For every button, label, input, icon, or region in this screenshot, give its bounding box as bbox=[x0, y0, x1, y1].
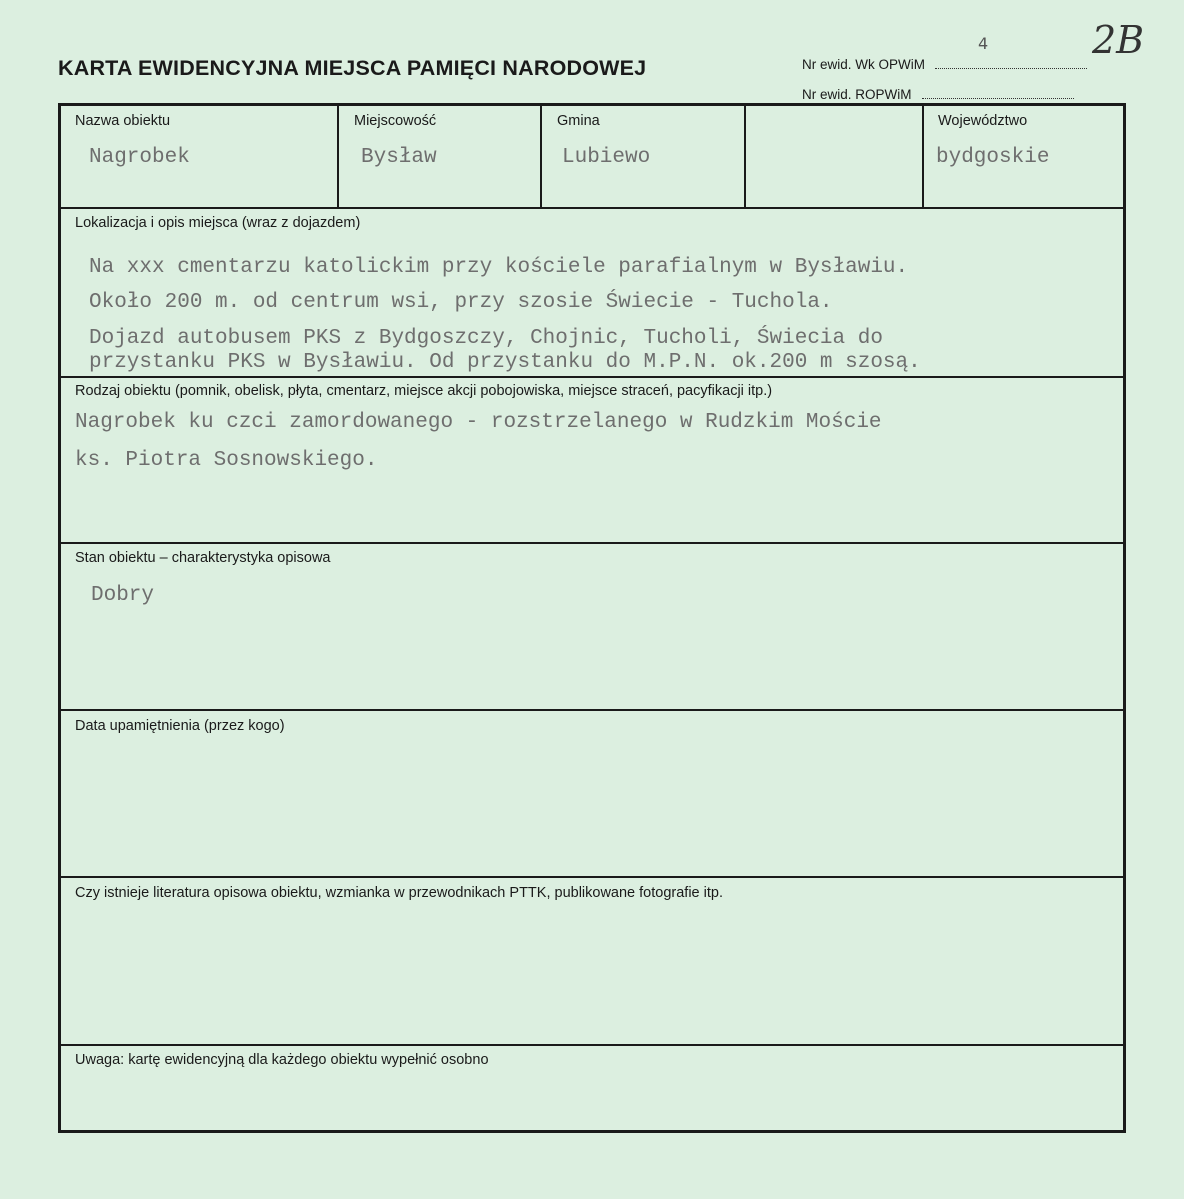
lokalizacja-line: Około 200 m. od centrum wsi, przy szosie Świecie - Tuchola. bbox=[89, 291, 833, 314]
stan-value: Dobry bbox=[91, 584, 155, 607]
literatura-label: Czy istnieje literatura opisowa obiektu, wzmianka w przewodnikach PTTK, publikowane fotografie itp. bbox=[75, 885, 723, 901]
nr-ropwim-label: Nr ewid. ROPWiM bbox=[802, 87, 912, 102]
lokalizacja-line: Na xxx cmentarzu katolickim przy kościele parafialnym w Bysławiu. bbox=[89, 256, 909, 279]
wojewodztwo-label: Województwo bbox=[938, 113, 1028, 129]
divider bbox=[922, 106, 924, 209]
rodzaj-line: Nagrobek ku czci zamordowanego - rozstrzelanego w Rudzkim Moście bbox=[75, 411, 882, 434]
nr-wk-label: Nr ewid. Wk OPWiM bbox=[802, 57, 925, 72]
stan-label: Stan obiektu – charakterystyka opisowa bbox=[75, 550, 331, 566]
nr-wk-handwritten-value: 4 bbox=[978, 34, 989, 53]
form-frame bbox=[58, 103, 1126, 1133]
divider bbox=[61, 709, 1123, 711]
lokalizacja-line: przystanku PKS w Bysławiu. Od przystanku do M.P.N. ok.200 m szosą. bbox=[89, 351, 921, 373]
rodzaj-line: ks. Piotra Sosnowskiego. bbox=[75, 449, 378, 472]
card-title: KARTA EWIDENCYJNA MIEJSCA PAMIĘCI NARODOWEJ bbox=[58, 56, 647, 80]
divider bbox=[61, 376, 1123, 378]
rodzaj-label: Rodzaj obiektu (pomnik, obelisk, płyta, cmentarz, miejsce akcji pobojowiska, miejsce straceń, pacyfikacji itp.) bbox=[75, 383, 773, 399]
divider bbox=[744, 106, 746, 209]
divider bbox=[337, 106, 339, 209]
uwaga-label: Uwaga: kartę ewidencyjną dla każdego obiektu wypełnić osobno bbox=[75, 1052, 489, 1068]
divider bbox=[61, 542, 1123, 544]
nr-ropwim-dotted-line bbox=[922, 88, 1074, 99]
divider bbox=[540, 106, 542, 209]
nr-ropwim-field bbox=[802, 87, 1074, 102]
wojewodztwo-value: bydgoskie bbox=[936, 146, 1050, 169]
divider bbox=[61, 876, 1123, 878]
nr-wk-field bbox=[802, 57, 1087, 72]
divider bbox=[61, 207, 1123, 209]
miejscowosc-value: Bysław bbox=[361, 146, 437, 169]
data-upamietnienia-label: Data upamiętnienia (przez kogo) bbox=[75, 718, 285, 734]
corner-handwritten-mark: 2B bbox=[1092, 18, 1145, 62]
gmina-label: Gmina bbox=[557, 113, 600, 129]
divider bbox=[61, 1044, 1123, 1046]
gmina-value: Lubiewo bbox=[562, 146, 651, 169]
lokalizacja-label: Lokalizacja i opis miejsca (wraz z dojazdem) bbox=[75, 215, 361, 231]
miejscowosc-label: Miejscowość bbox=[354, 113, 437, 129]
nazwa-value: Nagrobek bbox=[89, 146, 190, 169]
lokalizacja-line: Dojazd autobusem PKS z Bydgoszczy, Chojnic, Tucholi, Świecia do bbox=[89, 327, 883, 350]
nr-wk-dotted-line bbox=[935, 58, 1087, 69]
nazwa-label: Nazwa obiektu bbox=[75, 113, 171, 129]
